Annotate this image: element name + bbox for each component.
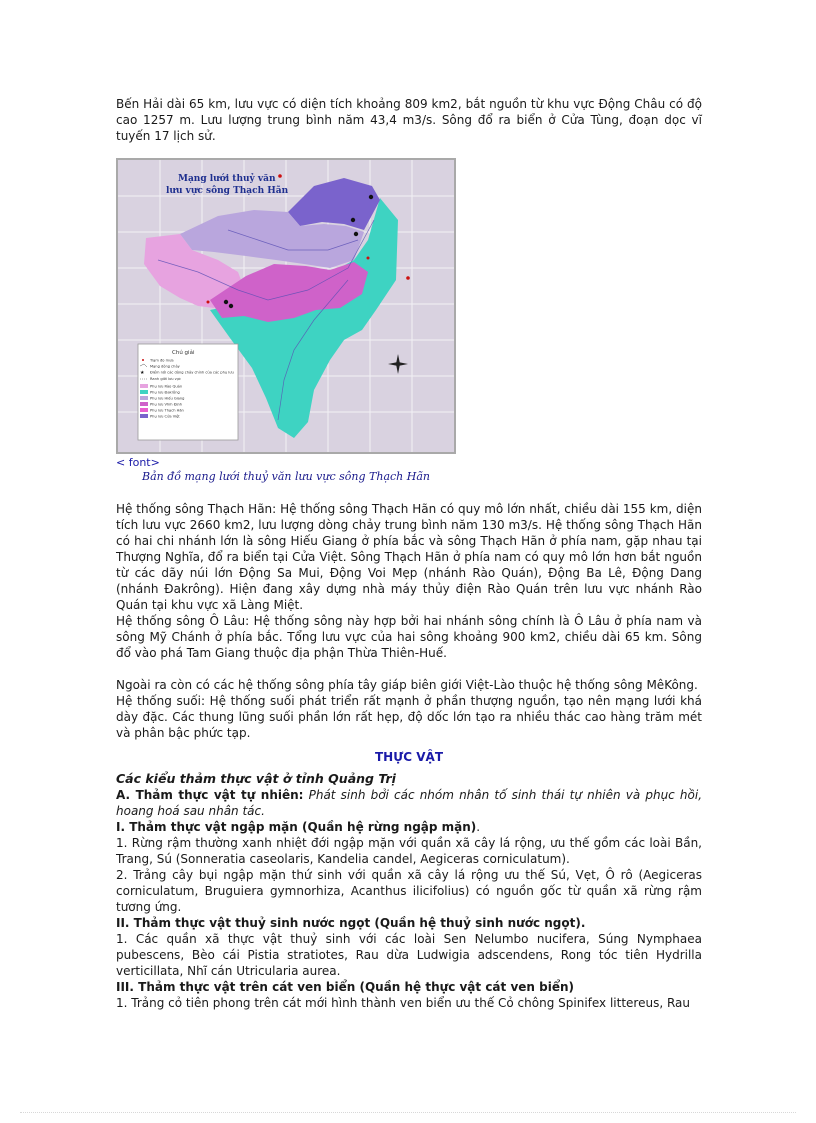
- mangrove-item-1: 1. Rừng rậm thường xanh nhiệt đới ngập mặn với quần xã cây lá rộng, ưu thế gồm các loài Bần, Trang, Sú (Sonneratia caseolaris, Kandelia candel, Aegiceras corniculatum).: [116, 836, 702, 866]
- legend-item-junction: Điểm nối các dòng chảy chính của các phụ lưu: [150, 370, 234, 375]
- freshwater-item-1: 1. Các quần xã thực vật thuỷ sinh với các loài Sen Nelumbo nucifera, Súng Nymphaea pubescens, Bèo cái Pistia stratiotes, Rau dừa Ludwigia adscendens, Rong tóc tiên Hydrilla verticillata, Nhĩ cán Utricularia aurea.: [116, 932, 702, 978]
- compass-icon: [388, 354, 408, 374]
- section-title: THỰC VẬT: [375, 750, 443, 764]
- document-body: [116, 96, 702, 1011]
- part-a-label: A. Thảm thực vật tự nhiên:: [116, 788, 304, 802]
- heading-mangrove: I. Thảm thực vật ngập mặn (Quần hệ rừng ngập mặn).: [116, 820, 481, 834]
- part-a-paragraph: [116, 787, 702, 819]
- legend-title: Chú giải: [172, 350, 195, 356]
- legend-item-rain-station: Trạm đo mưa: [150, 358, 174, 363]
- heading-coastal-sand: III. Thảm thực vật trên cát ven biển (Quần hệ thực vật cát ven biển): [116, 980, 574, 994]
- legend-item-rao-quan: Phụ lưu Rào Quán: [150, 384, 183, 389]
- page-bottom-rule: [20, 1112, 796, 1113]
- legend-item-hieu-giang: Phụ lưu Hiếu Giang: [150, 396, 185, 401]
- svg-text:★: ★: [140, 370, 145, 376]
- legend-item-basin-boundary: Ranh giới lưu vực: [150, 377, 182, 381]
- intro-paragraph: Bến Hải dài 65 km, lưu vực có diện tích khoảng 809 km2, bắt nguồn từ khu vực Động Châu có độ cao 1257 m. Lưu lượng trung bình năm 43,4 m3/s. Sông đổ ra biển ở Cửa Tùng, đoạn dọc vĩ tuyến 17 lịch sử.: [116, 97, 702, 143]
- map-title-line2: lưu vực sông Thạch Hãn: [166, 186, 289, 196]
- legend-item-dakrong: Phụ lưu Đakrông: [150, 390, 180, 395]
- map-title-line1: Mạng lưới thuỷ văn: [178, 174, 276, 184]
- font-tag-text: < font>: [116, 456, 160, 469]
- river-network-map: [116, 158, 456, 454]
- o-lau-paragraph: Hệ thống sông Ô Lâu: Hệ thống sông này hợp bởi hai nhánh sông chính là Ô Lâu ở phía nam và sông Mỹ Chánh ở phía bắc. Tổng lưu vực của hai sông khoảng 900 km2, chiều dài 65 km. Sông đổ vào phá Tam Giang thuộc địa phận Thừa Thiên-Huế.: [116, 614, 702, 660]
- heading-freshwater: II. Thảm thực vật thuỷ sinh nước ngọt (Quần hệ thuỷ sinh nước ngọt).: [116, 916, 586, 930]
- legend-item-flow-network: Mạng dòng chảy: [150, 364, 180, 369]
- legend-item-cua-viet: Phụ lưu Cửa Việt: [150, 414, 180, 419]
- mangrove-item-2: 2. Trảng cây bụi ngập mặn thứ sinh với quần xã cây lá rộng ưu thế Sú, Vẹt, Ô rô (Aegiceras corniculatum, Bruguiera gymnorhiza, Acanthus ilicifolius) có nguồn gốc từ quần xã rừng rậm tương ứng.: [116, 868, 702, 914]
- thach-han-paragraph: Hệ thống sông Thạch Hãn: Hệ thống sông Thạch Hãn có quy mô lớn nhất, chiều dài 155 km, diện tích lưu vực 2660 km2, lưu lượng dòng chảy trung bình năm 130 m3/s. Hệ thống sông Thạch Hãn có hai chi nhánh lớn là sông Hiếu Giang ở phía bắc và sông Thạch Hãn ở phía nam, gặp nhau tại Thượng Nghĩa, đổ ra biển tại Cửa Việt. Sông Thạch Hãn ở phía nam có quy mô lớn hơn bắt nguồn từ các dãy núi lớn Động Sa Mui, Động Voi Mẹp (nhánh Rào Quán), Động Ba Lê, Động Dang (nhánh Đakrông). Hiện đang xây dựng nhà máy thủy điện Rào Quán trên lưu vực nhánh Rào Quán tại khu vực xã Làng Miệt.: [116, 502, 702, 612]
- map-caption: Bản đồ mạng lưới thuỷ văn lưu vực sông Thạch Hãn: [142, 470, 430, 483]
- map-graphic: [118, 160, 454, 452]
- legend-item-vinh-dinh: Phụ lưu Vĩnh Định: [150, 402, 183, 407]
- coastal-sand-item-1: 1. Trảng cỏ tiên phong trên cát mới hình thành ven biển ưu thế Cỏ chông Spinifex littereus, Rau: [116, 996, 690, 1010]
- legend-item-thach-han: Phụ lưu Thạch Hãn: [150, 408, 184, 413]
- part-a-text: Phát sinh bởi các nhóm nhân tố sinh thái tự nhiên và phục hồi, hoang hoá sau nhân tác.: [116, 788, 703, 818]
- mekong-paragraph: Ngoài ra còn có các hệ thống sông phía tây giáp biên giới Việt-Lào thuộc hệ thống sông MêKông.: [116, 678, 698, 692]
- streams-paragraph: Hệ thống suối: Hệ thống suối phát triển rất mạnh ở phần thượng nguồn, tạo nên mạng lưới khá dày đặc. Các thung lũng suối phần lớn rất hẹp, độ dốc lớn tạo ra nhiều thác cao hàng trăm mét và phân bậc phức tạp.: [116, 694, 702, 740]
- veg-types-heading: Các kiểu thảm thực vật ở tỉnh Quảng Trị: [116, 771, 396, 786]
